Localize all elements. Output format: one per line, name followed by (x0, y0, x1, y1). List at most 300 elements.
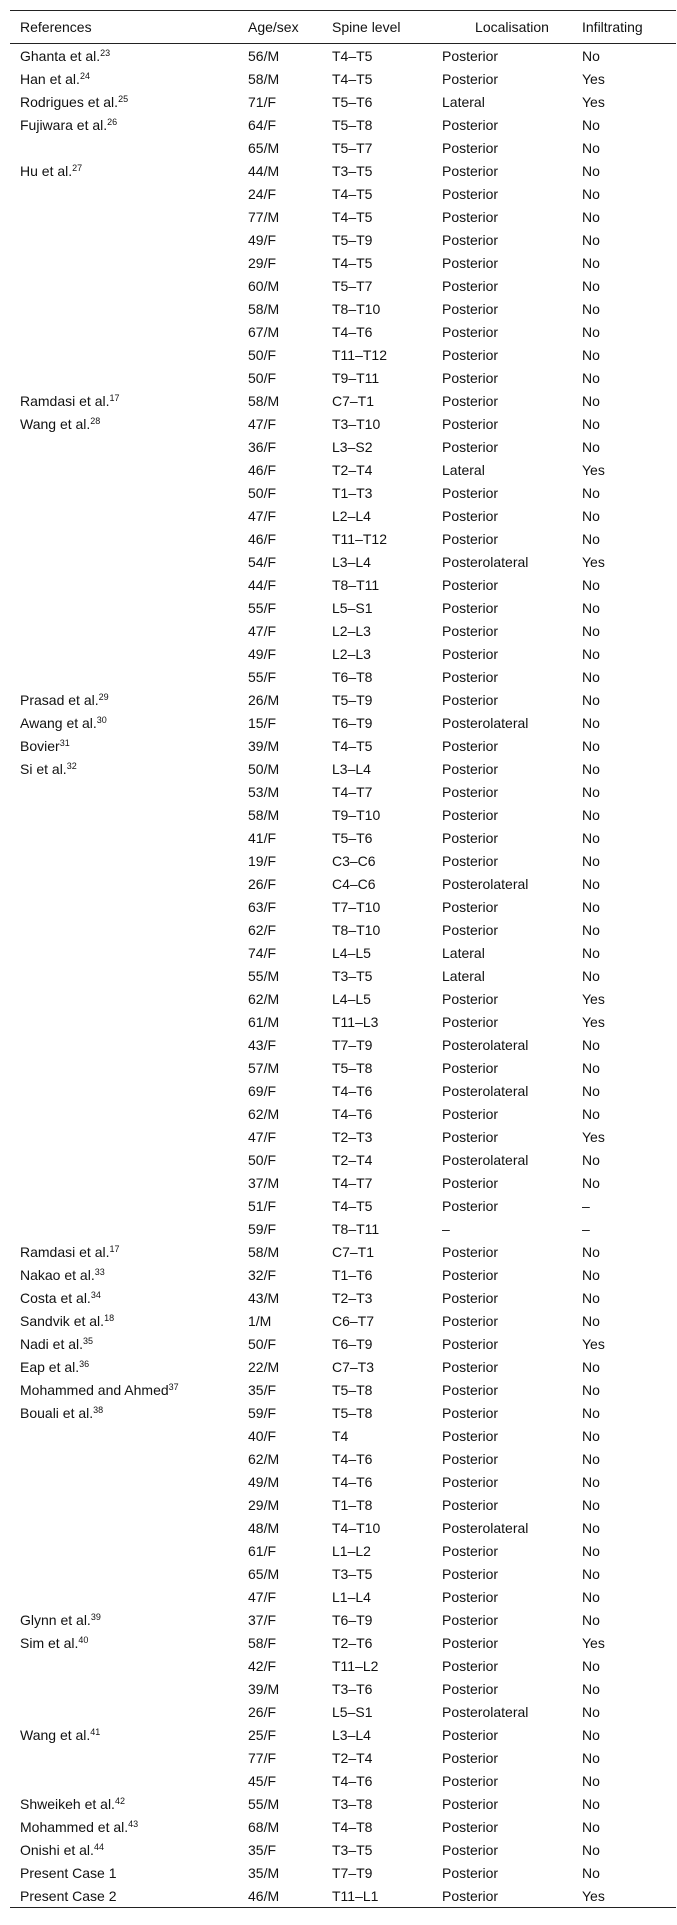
cell-age-sex: 54/F (248, 553, 277, 570)
cell-reference (10, 1631, 248, 1654)
table-row (10, 1723, 676, 1746)
cell-infiltrating: Yes (582, 1013, 605, 1030)
cell-age-sex: 50/M (248, 760, 280, 777)
table-row (10, 1102, 676, 1125)
cell-spine-level: T2–T3 (332, 1128, 373, 1145)
reference-name: Present Case 1 (20, 1864, 117, 1881)
cell-localisation: Posterior (442, 47, 499, 64)
cell-reference (10, 389, 248, 412)
cell-infiltrating: No (582, 1450, 600, 1467)
cell-localisation: Posterior (442, 277, 499, 294)
cell-reference (10, 596, 248, 619)
cell-age-sex: 46/M (248, 1884, 332, 1908)
table-row (10, 67, 676, 90)
cell-infiltrating: No (582, 1358, 600, 1375)
cell-reference (10, 619, 248, 642)
cell-reference (10, 67, 248, 90)
cell-spine-level: T1–T6 (332, 1266, 373, 1283)
cell-localisation: Posterior (442, 1772, 499, 1789)
cell-spine-level: T4–T5 (332, 185, 373, 202)
cell-spine-level: T5–T9 (332, 231, 373, 248)
cell-infiltrating: No (582, 622, 600, 639)
cell-localisation: Posterior (442, 1105, 499, 1122)
cell-localisation: Posterior (442, 1818, 499, 1835)
cell-infiltrating: Yes (582, 553, 605, 570)
cell-localisation: Posterior (442, 1381, 499, 1398)
cell-infiltrating: No (582, 1266, 600, 1283)
cell-spine-level: T8–T11 (332, 576, 380, 593)
cell-reference (10, 274, 248, 297)
cell-spine-level: T2–T4 (332, 1151, 373, 1168)
cell-reference (10, 1769, 248, 1792)
cell-reference (10, 1677, 248, 1700)
table-row (10, 1424, 676, 1447)
cell-reference (10, 688, 248, 711)
cell-infiltrating: No (582, 1772, 600, 1789)
cell-infiltrating: Yes (582, 93, 605, 110)
cell-age-sex: 62/M (248, 990, 280, 1007)
cell-infiltrating: No (582, 1795, 600, 1812)
cell-age-sex: 59/F (248, 1220, 277, 1237)
cell-age-sex: 44/M (248, 162, 280, 179)
table-row (10, 1240, 676, 1263)
cell-localisation: Posterior (442, 116, 499, 133)
cell-infiltrating: No (582, 967, 600, 984)
table-row (10, 1010, 676, 1033)
cell-reference (10, 1309, 248, 1332)
cell-age-sex: 22/M (248, 1358, 280, 1375)
cell-spine-level: T4–T8 (332, 1818, 373, 1835)
reference-name: Mohammed and Ahmed (20, 1381, 169, 1398)
cell-infiltrating: No (582, 1243, 600, 1260)
table-row (10, 665, 676, 688)
cell-reference (10, 1516, 248, 1539)
cell-reference (10, 1125, 248, 1148)
cell-age-sex: 47/F (248, 1128, 277, 1145)
cell-infiltrating: – (582, 1220, 590, 1237)
cell-reference (10, 205, 248, 228)
reference-name: Sim et al. (20, 1634, 79, 1651)
cell-age-sex: 71/F (248, 93, 277, 110)
cell-reference (10, 1493, 248, 1516)
cell-reference (10, 1470, 248, 1493)
cell-spine-level: T5–T7 (332, 277, 373, 294)
cell-infiltrating: No (582, 392, 600, 409)
citation-number: 26 (107, 116, 118, 127)
cell-localisation: Posterior (442, 346, 499, 363)
cell-reference (10, 136, 248, 159)
cell-age-sex: 35/M (248, 1864, 280, 1881)
table-row (10, 527, 676, 550)
cell-spine-level: T2–T3 (332, 1289, 373, 1306)
cell-age-sex: 26/F (248, 1703, 277, 1720)
cell-reference (10, 573, 248, 596)
cell-infiltrating: No (582, 714, 600, 731)
cell-infiltrating: No (582, 921, 600, 938)
cell-spine-level: T7–T10 (332, 898, 381, 915)
cell-reference (10, 734, 248, 757)
citation-number: 44 (93, 1841, 104, 1852)
cell-infiltrating: No (582, 1749, 600, 1766)
cell-infiltrating: No (582, 944, 600, 961)
cell-age-sex: 62/M (248, 1105, 280, 1122)
cell-infiltrating: No (582, 875, 600, 892)
cell-localisation: Posterior (442, 1884, 582, 1908)
cell-localisation: Posterior (442, 1335, 499, 1352)
cell-infiltrating: No (582, 1059, 600, 1076)
citation-number: 29 (98, 691, 109, 702)
table-row (10, 987, 676, 1010)
cell-spine-level: L1–L2 (332, 1542, 371, 1559)
cell-infiltrating: No (582, 139, 600, 156)
cell-reference (10, 1401, 248, 1424)
cell-infiltrating: No (582, 1588, 600, 1605)
cell-localisation: Posterior (442, 1174, 499, 1191)
cell-age-sex: 43/F (248, 1036, 277, 1053)
cell-localisation: Posterior (442, 645, 499, 662)
reference-name: Han et al. (20, 70, 80, 87)
cell-localisation: Posterior (442, 1404, 499, 1421)
cell-localisation: Posterolateral (442, 1036, 529, 1053)
cell-age-sex: 47/F (248, 1588, 277, 1605)
cell-age-sex: 58/F (248, 1634, 277, 1651)
cell-age-sex: 63/F (248, 898, 277, 915)
cell-localisation: Lateral (442, 93, 485, 110)
table-row (10, 1769, 676, 1792)
table-row (10, 1631, 676, 1654)
cell-reference (10, 1746, 248, 1769)
cell-infiltrating: No (582, 668, 600, 685)
cell-age-sex: 36/F (248, 438, 277, 455)
cell-infiltrating: No (582, 1151, 600, 1168)
table-row (10, 113, 676, 136)
citation-number: 43 (128, 1818, 139, 1829)
cell-spine-level: T6–T9 (332, 714, 373, 731)
cell-reference (10, 1447, 248, 1470)
cell-infiltrating: No (582, 1105, 600, 1122)
cell-infiltrating: Yes (582, 1335, 605, 1352)
cell-localisation: Lateral (442, 944, 485, 961)
table-header (10, 11, 676, 44)
cell-age-sex: 35/F (248, 1841, 277, 1858)
cell-localisation: Posterior (442, 1588, 499, 1605)
citation-number: 39 (90, 1611, 101, 1622)
cell-age-sex: 42/F (248, 1657, 277, 1674)
cell-spine-level: T5–T8 (332, 1381, 373, 1398)
table-row (10, 504, 676, 527)
cell-reference (10, 1424, 248, 1447)
cell-spine-level: T4–T7 (332, 783, 373, 800)
cell-age-sex: 65/M (248, 139, 280, 156)
cell-reference (10, 1723, 248, 1746)
cell-infiltrating: No (582, 185, 600, 202)
table-row (10, 1608, 676, 1631)
cell-spine-level: T4 (332, 1427, 349, 1444)
cell-localisation: Posterior (442, 1657, 499, 1674)
cell-infiltrating: No (582, 346, 600, 363)
cell-age-sex: 32/F (248, 1266, 277, 1283)
table-row (10, 1148, 676, 1171)
reference-name: Bouali et al. (20, 1404, 94, 1421)
cell-localisation: Posterior (442, 921, 499, 938)
table-row (10, 826, 676, 849)
cell-age-sex: 37/M (248, 1174, 280, 1191)
cell-age-sex: 51/F (248, 1197, 277, 1214)
cell-age-sex: 49/M (248, 1473, 280, 1490)
cell-spine-level: C7–T3 (332, 1358, 375, 1375)
cell-reference (10, 918, 248, 941)
table-row (10, 1838, 676, 1861)
cell-reference (10, 803, 248, 826)
table-row (10, 1815, 676, 1838)
cell-age-sex: 26/M (248, 691, 280, 708)
cell-infiltrating: No (582, 852, 600, 869)
table-row (10, 1033, 676, 1056)
cell-localisation: Posterior (442, 70, 499, 87)
table-row (10, 780, 676, 803)
cell-spine-level: L4–L5 (332, 944, 371, 961)
cell-age-sex: 55/M (248, 1795, 280, 1812)
cell-localisation: Posterior (442, 1243, 499, 1260)
cell-spine-level: L2–L3 (332, 622, 371, 639)
cell-infiltrating: No (582, 1542, 600, 1559)
table-row (10, 734, 676, 757)
cell-infiltrating: No (582, 162, 600, 179)
table-row (10, 1286, 676, 1309)
cell-spine-level: L3–L4 (332, 1726, 371, 1743)
cell-spine-level: T4–T6 (332, 1772, 373, 1789)
table-row (10, 481, 676, 504)
header-row (10, 11, 676, 44)
cell-localisation: Posterior (442, 369, 499, 386)
table-row (10, 205, 676, 228)
table-row (10, 619, 676, 642)
cell-localisation: Posterior (442, 507, 499, 524)
table-row (10, 343, 676, 366)
cell-reference (10, 1355, 248, 1378)
cell-infiltrating: No (582, 1841, 600, 1858)
cell-reference (10, 228, 248, 251)
cell-spine-level: C7–T1 (332, 1243, 375, 1260)
table-row (10, 1263, 676, 1286)
cell-reference (10, 527, 248, 550)
cell-spine-level: T6–T8 (332, 668, 373, 685)
cell-localisation: Posterolateral (442, 875, 529, 892)
cell-localisation: Lateral (442, 461, 485, 478)
table-row (10, 1884, 676, 1908)
cell-age-sex: 49/F (248, 645, 277, 662)
cell-reference (10, 182, 248, 205)
table-row (10, 895, 676, 918)
cell-age-sex: 50/F (248, 369, 277, 386)
cell-spine-level: T11–T12 (332, 530, 387, 547)
cell-age-sex: 45/F (248, 1772, 277, 1789)
cell-infiltrating: No (582, 1864, 600, 1881)
table-row (10, 1056, 676, 1079)
cell-spine-level: T8–T11 (332, 1220, 380, 1237)
cell-infiltrating: No (582, 1312, 600, 1329)
citation-number: 41 (90, 1726, 101, 1737)
cell-spine-level: T4–T5 (332, 254, 373, 271)
cell-reference (10, 1378, 248, 1401)
cell-spine-level: T4–T6 (332, 1082, 373, 1099)
table-row (10, 251, 676, 274)
cell-spine-level: T6–T9 (332, 1335, 373, 1352)
cell-localisation: Posterior (442, 415, 499, 432)
cell-reference (10, 1171, 248, 1194)
cell-localisation: Posterior (442, 139, 499, 156)
cell-spine-level: L3–S2 (332, 438, 373, 455)
cell-localisation: Posterior (442, 1013, 499, 1030)
reference-name: Wang et al. (20, 1726, 91, 1743)
cell-localisation: Posterior (442, 1312, 499, 1329)
cell-localisation: Posterior (442, 622, 499, 639)
cell-reference (10, 320, 248, 343)
cell-localisation: Posterolateral (442, 714, 529, 731)
citation-number: 33 (94, 1266, 105, 1277)
table-row (10, 297, 676, 320)
cell-spine-level: T5–T8 (332, 1404, 373, 1421)
cell-age-sex: 50/F (248, 1151, 277, 1168)
cell-infiltrating: No (582, 1519, 600, 1536)
cell-reference (10, 1102, 248, 1125)
cell-infiltrating: No (582, 530, 600, 547)
cell-spine-level: T4–T6 (332, 1473, 373, 1490)
cell-infiltrating: No (582, 783, 600, 800)
reference-name: Si et al. (20, 760, 67, 777)
cell-infiltrating: No (582, 1381, 600, 1398)
cell-localisation: Posterior (442, 783, 499, 800)
citation-number: 38 (93, 1404, 104, 1415)
cell-spine-level: T11–L3 (332, 1013, 379, 1030)
table-row (10, 1861, 676, 1884)
cell-age-sex: 59/F (248, 1404, 277, 1421)
cell-age-sex: 65/M (248, 1565, 280, 1582)
citation-number: 34 (90, 1289, 101, 1300)
cell-spine-level: T11–T12 (332, 346, 387, 363)
cell-localisation: Posterior (442, 668, 499, 685)
cell-spine-level: L3–L4 (332, 760, 371, 777)
reference-name: Sandvik et al. (20, 1312, 105, 1329)
cell-spine-level: T4–T6 (332, 1105, 373, 1122)
cell-reference (10, 1562, 248, 1585)
citation-number: 17 (109, 1243, 120, 1254)
cell-spine-level: T2–T4 (332, 461, 373, 478)
cell-localisation: Posterior (442, 760, 499, 777)
cell-reference (10, 1608, 248, 1631)
cell-localisation: Posterior (442, 1450, 499, 1467)
cell-age-sex: 58/M (248, 300, 280, 317)
table-row (10, 1447, 676, 1470)
citation-number: 23 (100, 47, 111, 58)
cell-reference (10, 458, 248, 481)
cell-age-sex: 58/M (248, 70, 280, 87)
cell-spine-level: T11–L1 (332, 1884, 442, 1908)
header-spine-level: Spine level (332, 11, 442, 44)
cell-reference (10, 1010, 248, 1033)
reference-name: Nakao et al. (20, 1266, 95, 1283)
cell-localisation: Posterior (442, 1542, 499, 1559)
header-references: References (10, 11, 248, 44)
cell-localisation: Posterior (442, 1565, 499, 1582)
cell-spine-level: T3–T6 (332, 1680, 373, 1697)
cell-age-sex: 44/F (248, 576, 277, 593)
cell-age-sex: 35/F (248, 1381, 277, 1398)
cell-localisation: Posterior (442, 898, 499, 915)
citation-number: 18 (104, 1312, 115, 1323)
reference-name: Eap et al. (20, 1358, 80, 1375)
cell-localisation: Posterior (442, 300, 499, 317)
reference-name: Awang et al. (20, 714, 97, 731)
cell-reference (10, 159, 248, 182)
cell-age-sex: 55/F (248, 668, 277, 685)
citation-number: 42 (114, 1795, 125, 1806)
table-row (10, 366, 676, 389)
table-row (10, 1470, 676, 1493)
cell-reference (10, 872, 248, 895)
header-age-sex: Age/sex (248, 11, 332, 44)
cell-localisation: Posterior (442, 1197, 499, 1214)
cell-localisation: Posterior (442, 484, 499, 501)
table-row (10, 550, 676, 573)
cell-reference (10, 90, 248, 113)
citation-number: 35 (83, 1335, 94, 1346)
cell-age-sex: 74/F (248, 944, 277, 961)
cell-spine-level: T11–L2 (332, 1657, 379, 1674)
table-row (10, 458, 676, 481)
cell-age-sex: 43/M (248, 1289, 280, 1306)
cell-localisation: Posterior (442, 806, 499, 823)
reference-name: Prasad et al. (20, 691, 99, 708)
cell-age-sex: 47/F (248, 622, 277, 639)
cell-reference (10, 665, 248, 688)
cell-spine-level: L3–L4 (332, 553, 371, 570)
table-row (10, 90, 676, 113)
cell-age-sex: 58/M (248, 392, 280, 409)
cell-age-sex: 55/F (248, 599, 277, 616)
cell-infiltrating: Yes (582, 70, 605, 87)
cell-localisation: Posterior (442, 1128, 499, 1145)
table-row (10, 1562, 676, 1585)
cell-infiltrating: No (582, 415, 600, 432)
reference-name: Hu et al. (20, 162, 73, 179)
cell-reference (10, 251, 248, 274)
cell-spine-level: C6–T7 (332, 1312, 375, 1329)
cell-infiltrating: No (582, 898, 600, 915)
cell-age-sex: 58/M (248, 1243, 280, 1260)
table-row (10, 688, 676, 711)
cell-age-sex: 29/F (248, 254, 277, 271)
cell-localisation: Posterior (442, 1634, 499, 1651)
cell-infiltrating: No (582, 806, 600, 823)
cell-localisation: Posterolateral (442, 1519, 529, 1536)
cell-reference (10, 481, 248, 504)
cell-age-sex: 37/F (248, 1611, 277, 1628)
cell-localisation: Posterior (442, 599, 499, 616)
cell-reference (10, 1056, 248, 1079)
table-row (10, 1079, 676, 1102)
cell-infiltrating: No (582, 277, 600, 294)
cell-localisation: – (442, 1220, 450, 1237)
cell-spine-level: L1–L4 (332, 1588, 371, 1605)
cell-reference (10, 1033, 248, 1056)
cell-spine-level: T1–T8 (332, 1496, 373, 1513)
cell-spine-level: T4–T6 (332, 323, 373, 340)
cell-infiltrating: No (582, 47, 600, 64)
cell-spine-level: T2–T4 (332, 1749, 373, 1766)
cell-age-sex: 68/M (248, 1818, 280, 1835)
cell-infiltrating: – (582, 1197, 590, 1214)
